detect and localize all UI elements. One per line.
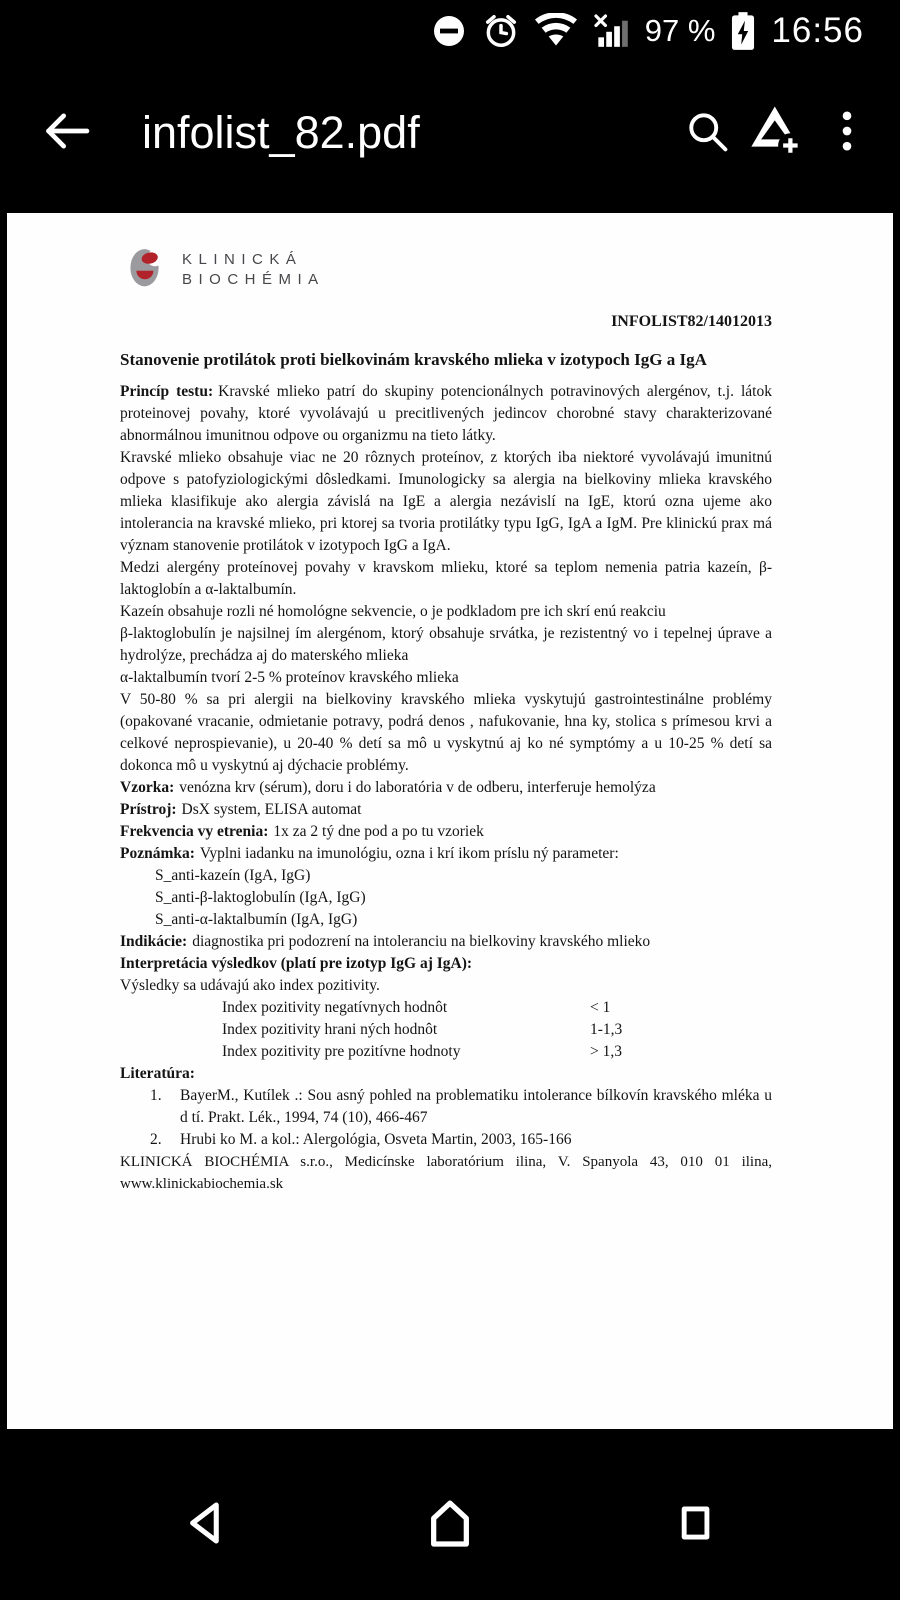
body-paragraph: Kravské mlieko obsahuje viac ne 20 rôznych proteínov, z ktorých iba niektoré vyvolávajú imunitnú odpove s patofyziologickými dôsledkami. Imunologicky sa alergia na bielkoviny mlieka kravského mlieka klasifikuje ako alergia závislá na IgE a alergia nezávislí na IgE, ktorú ozna ujeme ako intolerancia na kravské mlieko, pri ktorej sa tvoria protilátky typu IgG, IgA a IgM. Pre klinickú prax má význam stanovenie protilátok v izotypoch IgG a IgA. <box>120 449 772 554</box>
note-text: Vyplni iadanku na imunológiu, ozna i krí ikom príslu ný parameter: <box>199 845 619 862</box>
sample-section <box>120 777 772 799</box>
body-paragraph: Kazeín obsahuje rozli né homológne sekvencie, o je podkladom pre ich skrí enú reakciu <box>120 603 666 620</box>
body-paragraph: V 50-80 % sa pri alergii na bielkoviny kravského mlieka vyskytujú gastrointestinálne problémy (opakované vracanie, odmietanie potravy, podrá denos , nafukovanie, hna ky, stolica s prímesou krvi a celkové neprospievanie), u 20-40 % detí sa mô u vyskytnú aj ko né symptómy a u 10-25 % detí sa dokonca mô u vyskytnú aj dýchacie problémy. <box>120 691 772 774</box>
index-row-value: < 1 <box>590 999 611 1016</box>
clock-time: 16:56 <box>771 11 864 50</box>
index-row-label: Index pozitivity pre pozitívne hodnoty <box>222 1043 461 1060</box>
literature-item <box>120 1085 772 1129</box>
literature-item-number: 1. <box>150 1087 162 1104</box>
battery-charging-icon <box>730 11 756 51</box>
body-paragraph: Medzi alergény proteínovej povahy v kravskom mlieku, ktoré sa teplom nemenia patria kazeín, β-laktoglobín a α-laktalbumín. <box>120 559 772 598</box>
interpretation-heading: Interpretácia výsledkov (platí pre izotyp IgG aj IgA): <box>120 955 473 972</box>
index-row <box>120 997 772 1019</box>
home-icon <box>422 1495 478 1556</box>
body-paragraph: β-laktoglobulín je najsilnej ím alergénom, ktorý obsahuje srvátka, je rezistentný vo i tepelnej úprave a hydrolýze, prechádza aj do materského mlieka <box>120 625 772 664</box>
document-title: infolist_82.pdf <box>142 107 420 158</box>
logo-line2: BIOCHÉMIA <box>182 271 325 288</box>
overflow-menu-icon <box>825 105 869 162</box>
wifi-icon <box>535 13 577 49</box>
recents-icon <box>669 1497 721 1554</box>
footer-address: KLINICKÁ BIOCHÉMIA s.r.o., Medicínske laboratórium ilina, V. Spanyola 43, 010 01 ilina, <box>120 1154 772 1170</box>
parameter-line: S_anti-β-laktoglobulín (IgA, IgG) <box>155 889 366 906</box>
battery-percent: 97 % <box>644 13 716 48</box>
bottom-nav <box>0 1450 900 1600</box>
indications-section <box>120 931 772 953</box>
literature-item-text: Hrubi ko M. a kol.: Alergológia, Osveta Martin, 2003, 165-166 <box>180 1131 572 1148</box>
note-label: Poznámka: <box>120 845 195 862</box>
logo-mark-icon <box>120 240 172 301</box>
overflow-menu-button[interactable] <box>812 98 882 168</box>
logo-line1: KLINICKÁ <box>182 251 303 268</box>
app-bar <box>0 88 900 178</box>
indications-text: diagnostika pri podozrení na intoleranciu na bielkoviny kravského mlieko <box>192 933 651 950</box>
indications-label: Indikácie: <box>120 933 188 950</box>
drive-add-icon <box>748 102 806 165</box>
principle-text: Kravské mlieko patrí do skupiny potencionálnych potravinových alergénov, t.j. látok proteinovej povahy, ktoré vyvolávajú u precitlivených jedincov chorobné stavy charakterizované abnormálnou imunitnou odpove ou organizmu na tieto látky. <box>120 383 772 444</box>
interpretation-intro: Výsledky sa udávajú ako index pozitivity. <box>120 977 380 994</box>
instrument-section <box>120 799 772 821</box>
literature-heading: Literatúra: <box>120 1065 195 1082</box>
logo-text <box>182 250 325 290</box>
alarm-icon <box>482 12 520 50</box>
drive-add-button[interactable] <box>742 98 812 168</box>
parameter-line: S_anti-kazeín (IgA, IgG) <box>155 867 311 884</box>
note-section <box>120 843 772 865</box>
company-logo <box>120 243 772 297</box>
status-bar <box>0 0 900 62</box>
infolist-ref: INFOLIST82/14012013 <box>611 313 772 330</box>
nav-recents-button[interactable] <box>660 1490 730 1560</box>
frequency-section <box>120 821 772 843</box>
instrument-label: Prístroj: <box>120 801 177 818</box>
principle-label: Princíp testu: <box>120 383 214 400</box>
index-row <box>120 1041 772 1063</box>
principle-paragraph <box>120 381 772 447</box>
literature-item-number: 2. <box>150 1131 162 1148</box>
doc-heading: Stanovenie protilátok proti bielkovinám kravského mlieka v izotypoch IgG a IgA <box>120 350 707 369</box>
index-row-label: Index pozitivity negatívnych hodnôt <box>222 999 448 1016</box>
cell-signal-no-sim-icon <box>592 12 630 50</box>
back-triangle-icon <box>178 1496 232 1555</box>
index-row-value: > 1,3 <box>590 1043 622 1060</box>
sample-label: Vzorka: <box>120 779 175 796</box>
parameter-line: S_anti-α-laktalbumín (IgA, IgG) <box>155 911 358 928</box>
frequency-label: Frekvencia vy etrenia: <box>120 823 269 840</box>
search-icon <box>681 105 733 162</box>
instrument-text: DsX system, ELISA automat <box>181 801 362 818</box>
pdf-page[interactable] <box>7 213 893 1429</box>
sample-text: venózna krv (sérum), doru i do laboratória v de odberu, interferuje hemolýza <box>179 779 656 796</box>
nav-home-button[interactable] <box>415 1490 485 1560</box>
back-arrow-icon <box>38 103 94 164</box>
body-paragraph: α-laktalbumín tvorí 2-5 % proteínov kravského mlieka <box>120 669 459 686</box>
literature-item-text: BayerM., Kutílek .: Sou asný pohled na problematiku intolerance bílkovín kravského mléka u d tí. Prakt. Lék., 1994, 74 (10), 466-467 <box>180 1087 772 1126</box>
search-button[interactable] <box>672 98 742 168</box>
nav-back-button[interactable] <box>170 1490 240 1560</box>
index-row <box>120 1019 772 1041</box>
frequency-text: 1x za 2 tý dne pod a po tu vzoriek <box>273 823 484 840</box>
do-not-disturb-icon <box>431 13 467 49</box>
literature-item <box>120 1129 772 1151</box>
index-row-label: Index pozitivity hrani ných hodnôt <box>222 1021 438 1038</box>
index-row-value: 1-1,3 <box>590 1021 623 1038</box>
footer-website: www.klinickabiochemia.sk <box>120 1176 284 1192</box>
back-button[interactable] <box>34 101 98 165</box>
